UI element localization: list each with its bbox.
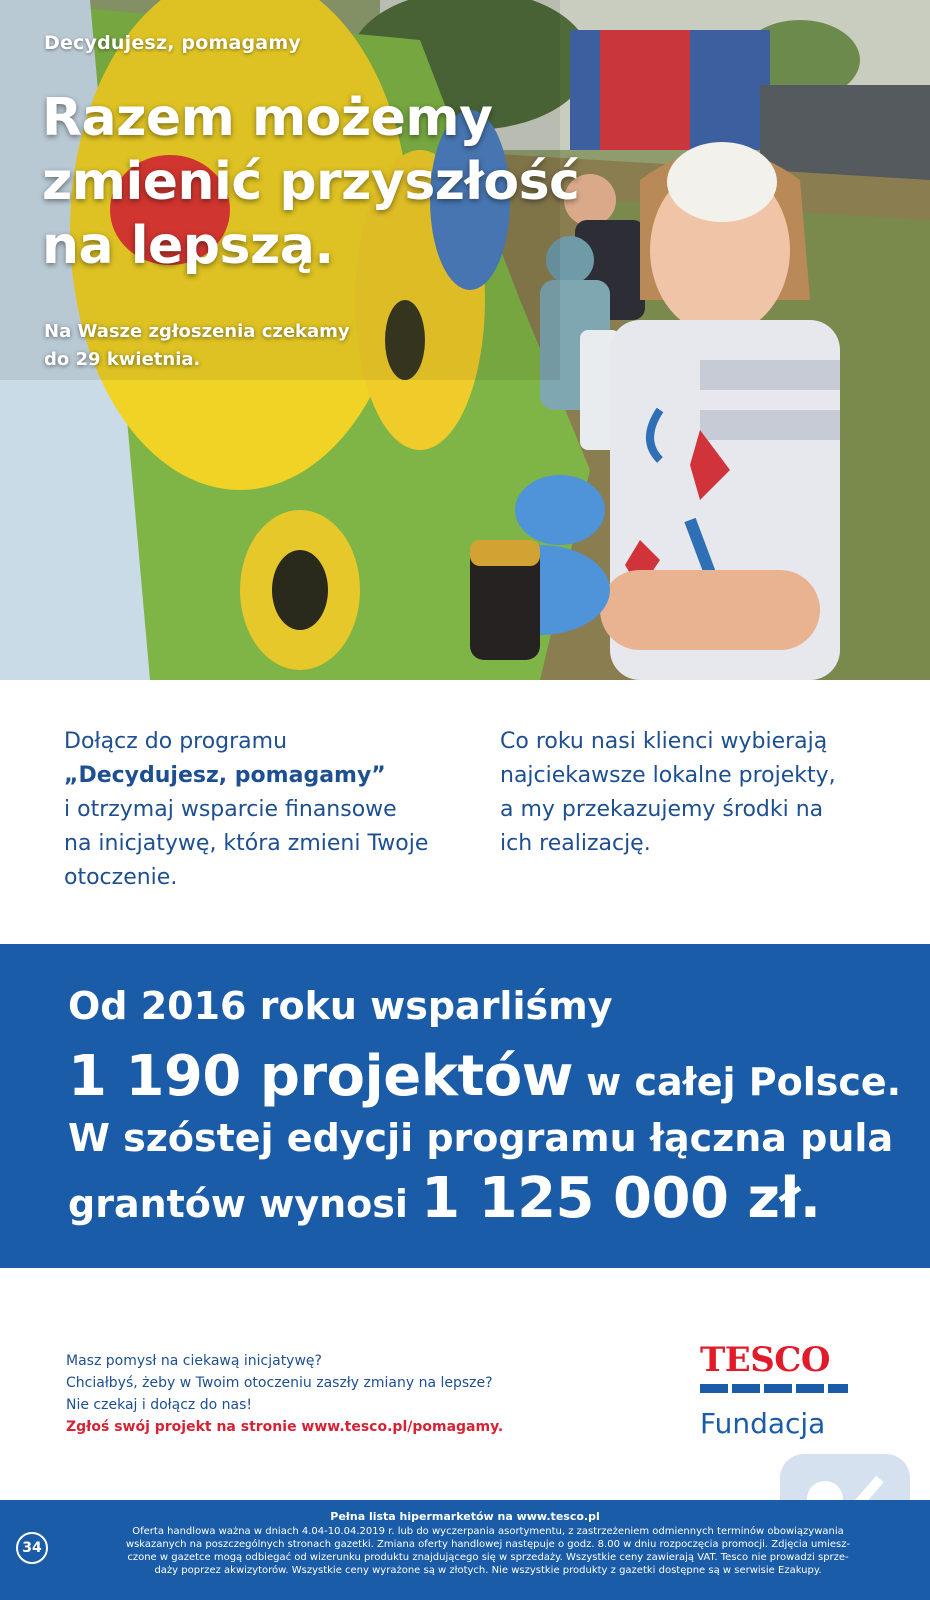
cta-invite: Nie czekaj i dołącz do nas!: [66, 1397, 252, 1413]
legal-line: daży poprzez akwizytorów. Wszystkie ceny wyrażone są w złotych. Nie wszystkie produkty z gazetki dostępne są w serwisie Ezakupy.: [154, 1565, 822, 1576]
stat-projects: [68, 1044, 901, 1109]
hero-headline-line: Razem możemy: [42, 88, 493, 148]
campaign-kicker: Decydujesz, pomagamy: [44, 32, 301, 54]
intro-customers-choose: [500, 725, 900, 861]
cta-question: Chciałbyś, żeby w Twoim otoczeniu zaszły zmiany na lepsze?: [66, 1375, 493, 1391]
tesco-stripes-icon: [700, 1384, 848, 1393]
call-to-action: [66, 1350, 503, 1438]
hero-headline-line: zmienić przyszłość: [42, 152, 580, 212]
grant-pool-label: grantów wynosi: [68, 1182, 422, 1226]
application-deadline: [44, 318, 350, 374]
legal-disclaimer: [78, 1525, 898, 1577]
intro-join-program: [64, 725, 464, 895]
intro-line: otoczenie.: [64, 865, 178, 890]
hero-headline: [42, 86, 602, 278]
intro-line: najciekawsze lokalne projekty,: [500, 763, 836, 788]
projects-count: 1 190 projektów: [68, 1044, 573, 1109]
legal-line: Oferta handlowa ważna w dniach 4.04-10.04.2019 r. lub do wyczerpania asortymentu, z zastrzeżeniem odmiennych terminów obowiązywania: [132, 1526, 844, 1537]
legal-footer: [0, 1500, 930, 1600]
intro-line: i otrzymaj wsparcie finansowe: [64, 797, 397, 822]
intro-line: a my przekazujemy środki na: [500, 797, 824, 822]
deadline-line: Na Wasze zgłoszenia czekamy: [44, 321, 350, 342]
cta-question: Masz pomysł na ciekawą inicjatywę?: [66, 1353, 322, 1369]
projects-scope: w całej Polsce.: [572, 1060, 902, 1104]
stat-since-2016: Od 2016 roku wsparliśmy: [68, 984, 613, 1028]
tesco-fundacja-logo: [700, 1342, 860, 1439]
intro-line: Co roku nasi klienci wybierają: [500, 729, 828, 754]
program-name: „Decydujesz, pomagamy”: [64, 763, 386, 788]
hypermarkets-list-note: Pełna lista hipermarketów na www.tesco.pl: [330, 1510, 600, 1523]
deadline-line: do 29 kwietnia.: [44, 349, 201, 370]
hero-headline-line: na lepszą.: [42, 216, 334, 276]
tesco-wordmark: TESCO: [700, 1340, 830, 1380]
stat-sixth-edition: W szóstej edycji programu łączna pula: [68, 1116, 894, 1160]
intro-line: ich realizację.: [500, 831, 651, 856]
statistics-banner: [0, 944, 930, 1268]
hero-photo: [0, 0, 930, 680]
intro-line: Dołącz do programu: [64, 729, 288, 754]
stat-grant-pool: [68, 1166, 821, 1231]
page-number-badge: 34: [16, 1532, 48, 1564]
submit-project-link[interactable]: Zgłoś swój projekt na stronie www.tesco.pl/pomagamy.: [66, 1419, 504, 1435]
grant-pool-amount: 1 125 000 zł.: [421, 1166, 821, 1231]
fundacja-label: Fundacja: [700, 1407, 826, 1440]
legal-line: czone w gazetce mogą odbiegać od wizerunku produktu znajdującego się w sprzedaży. Wszystkie ceny zawierają VAT. Tesco nie prowadzi sprze-: [127, 1552, 849, 1563]
legal-line: wskazanych na poszczególnych stronach gazetki. Zmiana oferty handlowej następuje o godz. 8.00 w dniu rozpoczęcia promocji. Zdjęcia umiesz-: [125, 1539, 851, 1550]
intro-line: na inicjatywę, która zmieni Twoje: [64, 831, 429, 856]
